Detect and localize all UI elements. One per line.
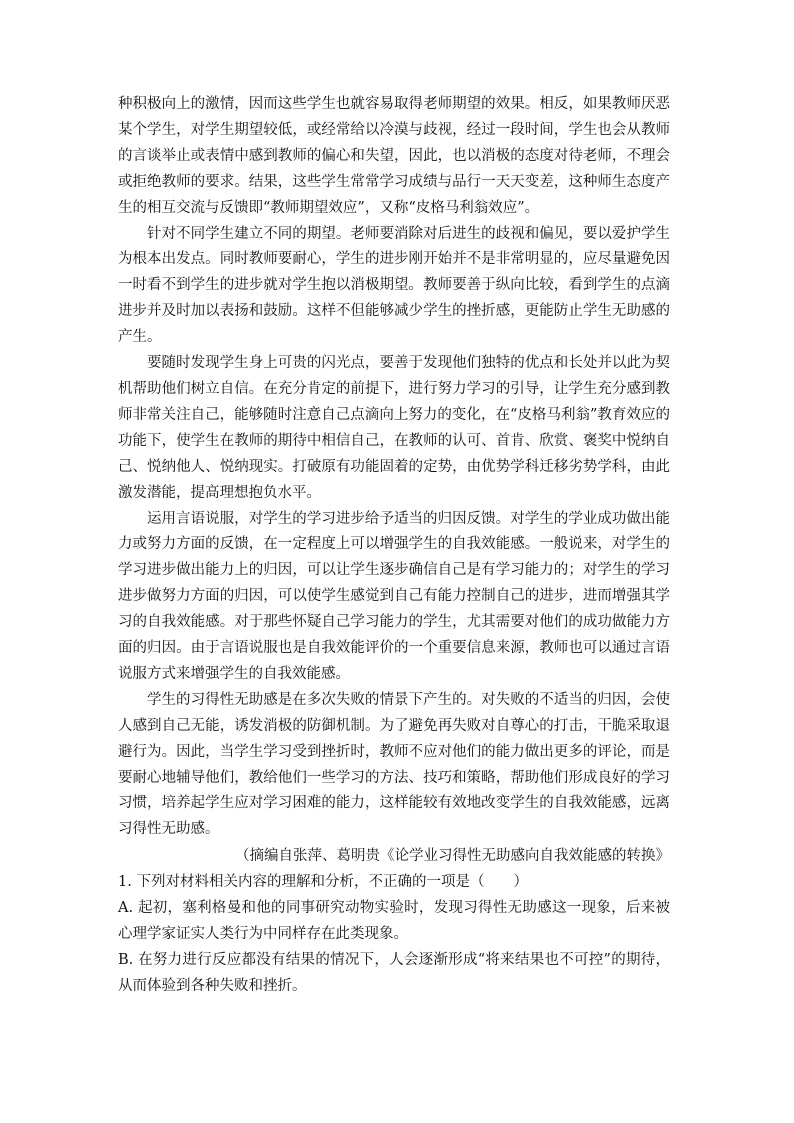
paragraph-highlights: 要随时发现学生身上可贵的闪光点，要善于发现他们独特的优点和长处并以此为契机帮助他们树立自信。在充分肯定的前提下，进行努力学习的引导，让学生充分感到教师非常关注自己，能够随时注意自己点滴向上努力的变化，在“皮格马利翁”教育效应的功能下，使学生在教师的期待中相信自己，在教师的认可、首肯、欣赏、褒奖中悦纳自己、悦纳他人、悦纳现实。打破原有功能固着的定势，由优势学科迁移劣势学科，由此激发潜能，提高理想抱负水平。 (118, 355, 670, 501)
source-citation: （摘编自张萍、葛明贵《论学业习得性无助感向自我效能感的转换》 (235, 848, 670, 865)
option-a: A. 起初，塞利格曼和他的同事研究动物实验时，发现习得性无助感这一现象，后来被心理学家证实人类行为中同样存在此类现象。 (118, 900, 670, 942)
document-body (118, 92, 670, 1000)
paragraph-verbal-persuasion: 运用言语说服，对学生的学习进步给予适当的归因反馈。对学生的学业成功做出能力或努力方面的反馈，在一定程度上可以增强学生的自我效能感。一般说来，对学生的学习进步做出能力上的归因，可以让学生逐步确信自己是有学习能力的；对学生的学习进步做努力方面的归因，可以使学生感觉到自己有能力控制自己的进步，进而增强其学习的自我效能感。对于那些怀疑自己学习能力的学生，尤其需要对他们的成功做能力方面的归因。由于言语说服也是自我效能评价的一个重要信息来源，教师也可以通过言语说服方式来增强学生的自我效能感。 (118, 510, 670, 682)
paragraph-expectations: 针对不同学生建立不同的期望。老师要消除对后进生的歧视和偏见，要以爱护学生为根本出发点。同时教师要耐心，学生的进步刚开始并不是非常明显的，应尽量避免因一时看不到学生的进步就对学生抱以消极期望。教师要善于纵向比较，看到学生的点滴进步并及时加以表扬和鼓励。这样不但能够减少学生的挫折感，更能防止学生无助感的产生。 (118, 225, 670, 346)
option-b: B. 在努力进行反应都没有结果的情况下，人会逐渐形成“将来结果也不可控”的期待，从而体验到各种失败和挫折。 (118, 951, 670, 994)
question-1: 1. 下列对材料相关内容的理解和分析，不正确的一项是（ ） (118, 874, 528, 891)
paragraph-continued: 种积极向上的激情，因而这些学生也就容易取得老师期望的效果。相反，如果教师厌恶某个学生，对学生期望较低，或经常给以冷漠与歧视，经过一段时间，学生也会从教师的言谈举止或表情中感到教师的偏心和失望，因此，也以消极的态度对待老师，不理会或拒绝教师的要求。结果，这些学生常常学习成绩与品行一天天变差，这种师生态度产生的相互交流与反馈即“教师期望效应”，又称“皮格马利翁效应”。 (118, 96, 670, 216)
paragraph-learned-helplessness: 学生的习得性无助感是在多次失败的情景下产生的。对失败的不适当的归因，会使人感到自己无能，诱发消极的防御机制。为了避免再失败对自尊心的打击，干脆采取退避行为。因此，当学生学习受到挫折时，教师不应对他们的能力做出更多的评论，而是要耐心地辅导他们，教给他们一些学习的方法、技巧和策略，帮助他们形成良好的学习习惯，培养起学生应对学习困难的能力，这样能较有效地改变学生的自我效能感，远离习得性无助感。 (118, 691, 670, 838)
